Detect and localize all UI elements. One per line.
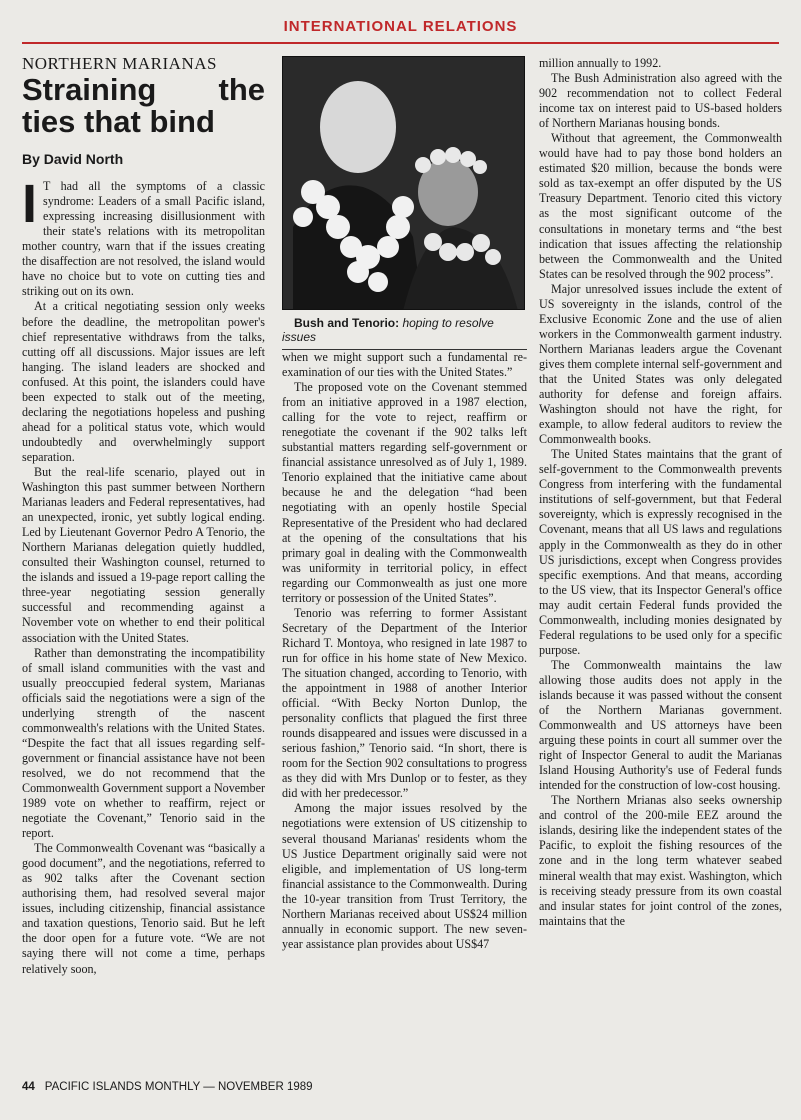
paragraph: Major unresolved issues include the extent of US sovereignty in the islands, control of the Exclusive Economic Zone and the use of alien workers in the Commonwealth garment industry. Northern Marianas leaders argue the Covenant gives them complete internal self-government and that the United States was only delegated authority for defense and foreign affairs. Washington should not have the right, for example, to allow federal auditors to review the Commonwealth books.: [539, 281, 782, 447]
paragraph: The Commonwealth Covenant was “basically a good document”, and the negotiations, referred to as 902 talks after the Covenant section authorising them, had resolved several major issues, including citizenship, financial assistance and taxation questions, Tenorio said. But he left the door open for a future vote. “We are not saying there will not come a time, perhaps relatively soon,: [22, 841, 265, 976]
header-rule: [22, 42, 779, 44]
paragraph: But the real-life scenario, played out in Washington this past summer between Northern Marianas leaders and Federal representatives, had an unexpected, ironic, yet subtly logical ending. Led by Lieutenant Governor Pedro A Tenorio, the Northern Marianas delegation quietly huddled, consulted their Washington counsel, returned to the islands and issued a 19-page report calling the three-year negotiating session generally successful and recommending against a November vote on whether to end their political association with the United States.: [22, 464, 265, 645]
paragraph: At a critical negotiating session only weeks before the deadline, the metropolitan power's chief representative withdraws from the talks, cutting off all discussions. Major issues are left hanging. The island leaders are shocked and confused. At this point, the islanders could have been expected to stalk out of the meeting, declaring the negotiations hopeless and pushing ahead for a political status vote, which would undoubtedly and overwhelmingly support separation.: [22, 299, 265, 464]
kicker: NORTHERN MARIANAS: [22, 54, 217, 73]
page-footer: [22, 1081, 313, 1093]
column-1: [22, 56, 265, 977]
paragraph: The proposed vote on the Covenant stemmed from an initiative approved in a 1987 election, calling for the vote to reject, reaffirm or renegotiate the covenant if the 902 talks left substantial matters regarding self-government or financial assistance unresolved as of July 1, 1989. Tenorio explained that the initiative came about because he and the delegation “had been negotiating with an openly hostile Special Representative of the President who had declared at the opening of the consultations that his primary goal in dealing with the Commonwealth was uniformity in territorial policy, in effect regarding our Commonwealth as just one more territory or possession of the United States”.: [282, 380, 527, 605]
photo-caption: Bush and Tenorio: hoping to resolve issues: [282, 316, 527, 350]
paragraph: I T had all the symptoms of a classic syndrome: Leaders of a small Pacific island, expressing increasing disillusionment with their state's relations with its metropolitan mother country, warn that if the issues creating the disaffection are not resolved, the island would have no choice but to vote on cutting ties and striking out on its own.: [22, 174, 265, 299]
publication-line: PACIFIC ISLANDS MONTHLY — NOVEMBER 1989: [44, 1081, 313, 1093]
paragraph: when we might support such a fundamental re-examination of our ties with the United States.”: [282, 350, 527, 380]
paragraph: The United States maintains that the grant of self-government to the Commonwealth prevents Congress from interfering with the fundamental institutions of self-government, but that Federal sovereignty, which is expressly recognised in the Covenant, means that all US laws and regulations apply in the Commonwealth as they do in other US jurisdictions, except when Congress provides specific exemptions. And that means, according to the US view, that its Inspector General's office may audit certain Federal funds provided the Commonwealth, including monies designated by Federal regulations to be used only for a specific purpose.: [539, 447, 782, 657]
paragraph: Among the major issues resolved by the negotiations were extension of US citizenship to several thousand Marianas' residents whom the US Justice Department originally said were not eligible, and implementation of US long-term financial assistance to the Commonwealth. During the 10-year transition from Trust Territory, the Northern Marianas received about US$24 million annually in economic support. The new seven-year assistance plan provides about US$47: [282, 801, 527, 951]
column-3: [539, 56, 782, 929]
paragraph: The Bush Administration also agreed with the 902 recommendation not to collect Federal income tax on interest paid to US-based holders of Northern Marianas housing bonds.: [539, 71, 782, 131]
photo-bush-tenorio: [282, 56, 525, 310]
paragraph: million annually to 1992.: [539, 56, 662, 70]
drop-cap: I: [22, 174, 38, 235]
paragraph: The Commonwealth maintains the law allowing those audits does not apply in the islands because it was passed without the consent of the Northern Marianas government. Commonwealth and US attorneys have been arguing these points in court all summer over the right of Inspector General to audit the Marianas Island Housing Authority's use of Federal funds intended for the construction of low-cost housing.: [539, 657, 782, 793]
photo-image: [283, 57, 525, 310]
paragraph: Rather than demonstrating the incompatibility of small island communities with the vast and usually preoccupied federal system, Marianas officials said the negotiations were a sign of the underlying strength of the nascent commonwealth's relations with the United States. “Despite the fact that all issues regarding self-government or financial assistance have not been resolved, we do not recommend that the Commonwealth Government support a November 1989 vote on whether to reaffirm, reject or negotiate the Covenant,” Tenorio said in the report.: [22, 645, 265, 841]
paragraph: Tenorio was referring to former Assistant Secretary of the Department of the Interior Richard T. Montoya, who resigned in late 1987 to run for office in his home state of New Mexico. The situation changed, according to Tenorio, with the appointment in 1988 of another Interior official. “With Becky Norton Dunlop, the personality conflicts that plagued the first three rounds disappeared and issues were discussed in a serious fashion,” Tenorio said. “In short, there is room for the Section 902 consultations to progress as they did with Mrs Dunlop or to fester, as they did with her predecessor.”: [282, 605, 527, 801]
paragraph: The Northern Mrianas also seeks ownership and control of the 200-mile EEZ around the islands, desiring like the independent states of the Pacific, to exploit the fishing resources of the zone and in the long term whatever seabed mineral wealth that may exist. Washington, which is receiving steady pressure from its own coastal and insular states for joint control of the zones, maintains that the: [539, 793, 782, 928]
column-2: [282, 56, 527, 952]
page-number: 44: [22, 1081, 35, 1093]
section-header: INTERNATIONAL RELATIONS: [283, 18, 518, 35]
paragraph: Without that agreement, the Commonwealth would have had to pay those bond holders an estimated $20 million, because the bonds were sold as tax-exempt an offer disputed by the US Treasury Department. Tenorio cited this victory as the most significant outcome of the consultations in monetary terms and “the best indication that issues affecting the relationship between the Commonwealth and the United States can be resolved through the 902 process”.: [539, 131, 782, 281]
byline: By David North: [22, 151, 124, 168]
headline: Straining the ties that bind: [22, 72, 265, 140]
